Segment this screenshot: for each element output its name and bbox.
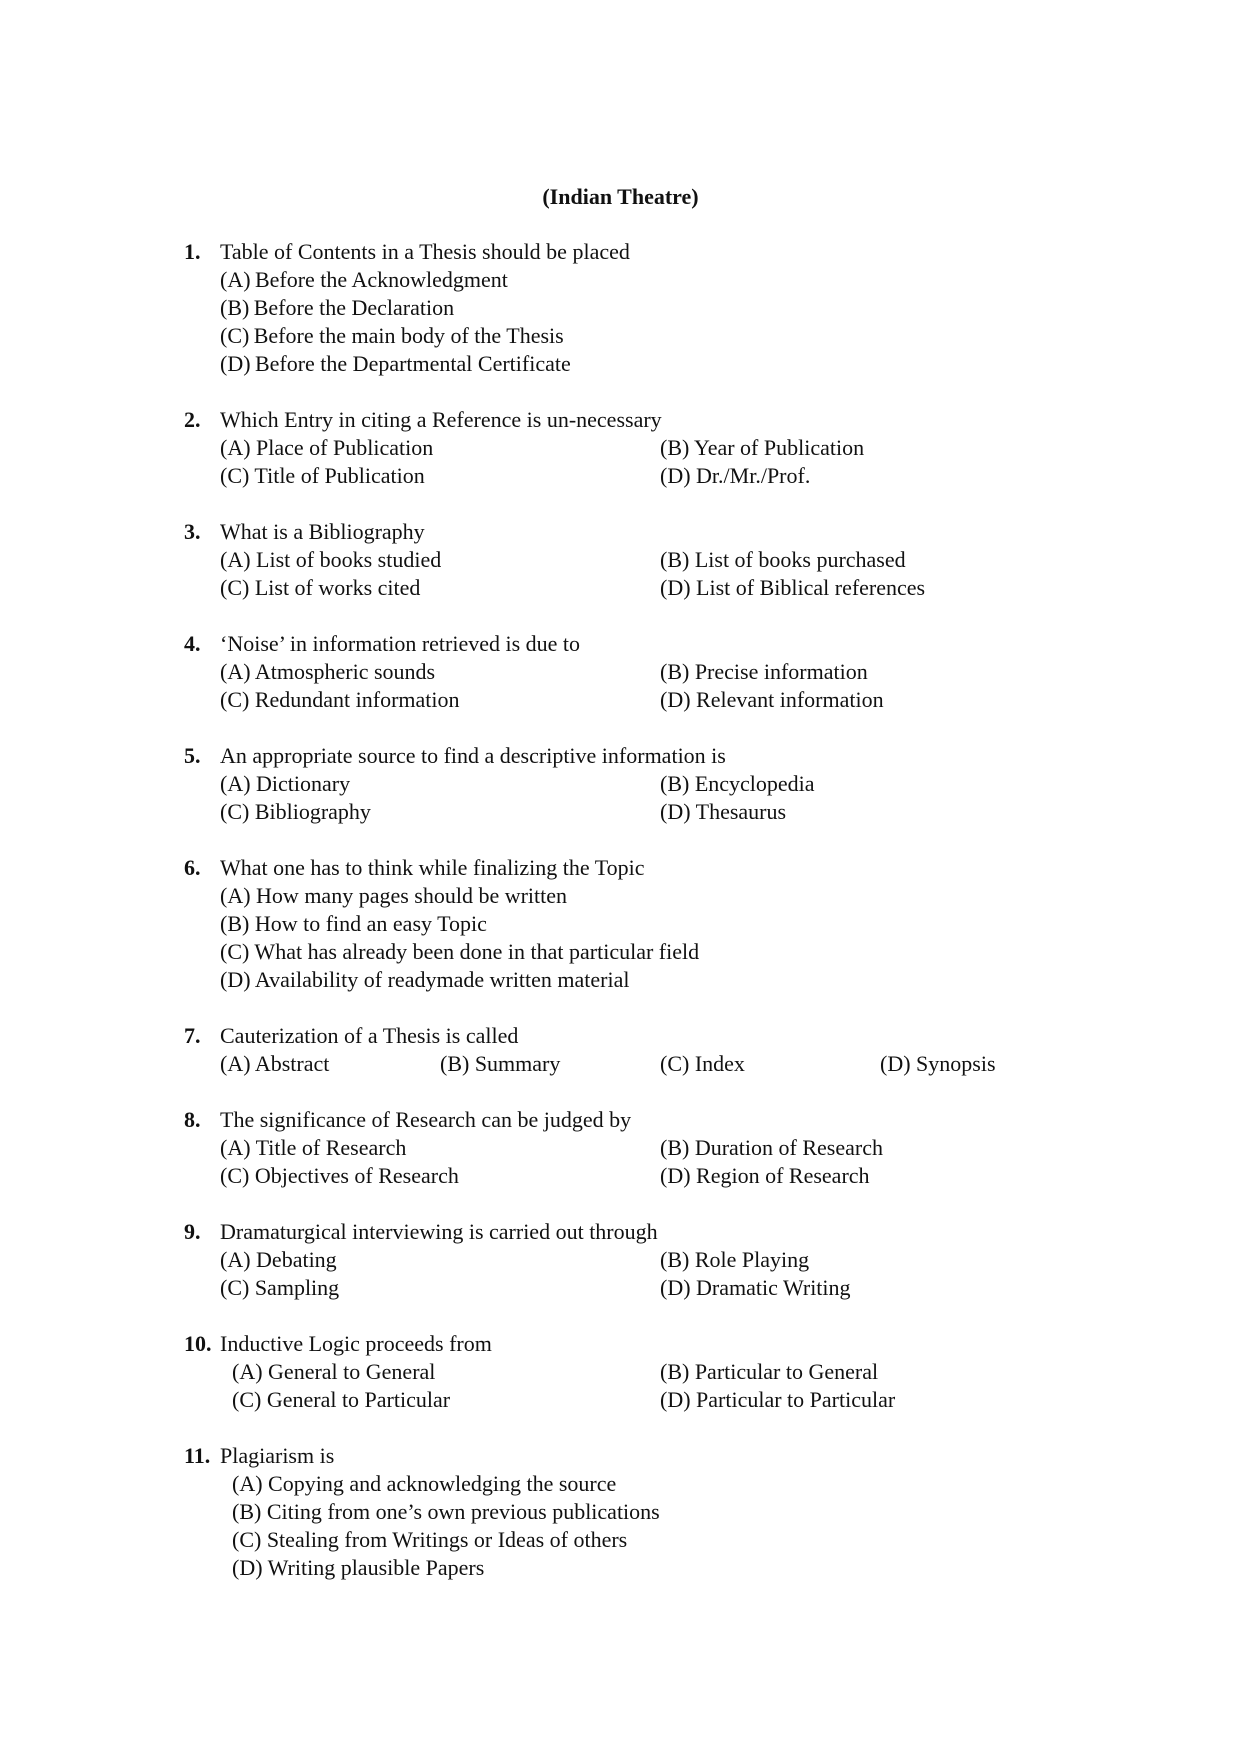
option-c: (C) Objectives of Research bbox=[220, 1163, 459, 1188]
option-c: (C) Redundant information bbox=[220, 687, 460, 712]
question-3 bbox=[184, 518, 926, 602]
option-a: (A) How many pages should be written bbox=[220, 883, 568, 908]
question-number: 4. bbox=[184, 631, 201, 656]
option-c: (C) Title of Publication bbox=[220, 463, 425, 488]
option-d: (D) Dr./Mr./Prof. bbox=[660, 463, 811, 488]
question-6 bbox=[184, 854, 700, 994]
option-d: (D) Availability of readymade written material bbox=[220, 967, 630, 992]
option-b: (B) Duration of Research bbox=[660, 1135, 883, 1160]
option-d: (D) Dramatic Writing bbox=[660, 1275, 851, 1300]
question-text: Plagiarism is bbox=[220, 1443, 335, 1468]
question-9 bbox=[184, 1218, 851, 1302]
option-a: (A) Title of Research bbox=[220, 1135, 407, 1160]
option-a: (A) List of books studied bbox=[220, 547, 442, 572]
question-text: What is a Bibliography bbox=[220, 519, 425, 544]
option-d: (D) Relevant information bbox=[660, 687, 884, 712]
question-number: 9. bbox=[184, 1219, 201, 1244]
question-text: Inductive Logic proceeds from bbox=[220, 1331, 492, 1356]
question-5 bbox=[184, 742, 815, 826]
option-c: (C) Index bbox=[660, 1051, 745, 1076]
option-b: (B) Encyclopedia bbox=[660, 771, 815, 796]
question-number: 7. bbox=[184, 1023, 201, 1048]
option-d: (D) Synopsis bbox=[880, 1051, 996, 1076]
question-4 bbox=[184, 630, 884, 714]
question-text: Which Entry in citing a Reference is un-necessary bbox=[220, 407, 662, 432]
option-c: (C) Before the main body of the Thesis bbox=[220, 323, 564, 348]
question-10 bbox=[184, 1330, 896, 1414]
option-d: (D) Before the Departmental Certificate bbox=[220, 351, 571, 376]
question-text: ‘Noise’ in information retrieved is due to bbox=[220, 631, 581, 656]
question-number: 2. bbox=[184, 407, 201, 432]
option-d: (D) List of Biblical references bbox=[660, 575, 926, 600]
option-b: (B) Citing from one’s own previous publications bbox=[232, 1499, 660, 1524]
question-11 bbox=[184, 1442, 660, 1582]
option-b: (B) Summary bbox=[440, 1051, 561, 1076]
option-b: (B) Precise information bbox=[660, 659, 868, 684]
option-d: (D) Region of Research bbox=[660, 1163, 870, 1188]
option-c: (C) Sampling bbox=[220, 1275, 340, 1300]
question-text: What one has to think while finalizing the Topic bbox=[220, 855, 645, 880]
option-a: (A) Abstract bbox=[220, 1051, 330, 1076]
option-a: (A) Dictionary bbox=[220, 771, 351, 796]
option-b: (B) Particular to General bbox=[660, 1359, 879, 1384]
question-8 bbox=[184, 1106, 883, 1190]
option-c: (C) Bibliography bbox=[220, 799, 371, 824]
question-number: 5. bbox=[184, 743, 201, 768]
option-b: (B) Year of Publication bbox=[660, 435, 865, 460]
question-number: 3. bbox=[184, 519, 201, 544]
question-2 bbox=[184, 406, 865, 490]
option-a: (A) Copying and acknowledging the source bbox=[232, 1471, 617, 1496]
question-text: The significance of Research can be judged by bbox=[220, 1107, 632, 1132]
question-text: Cauterization of a Thesis is called bbox=[220, 1023, 519, 1048]
question-number: 1. bbox=[184, 239, 201, 264]
option-a: (A) Before the Acknowledgment bbox=[220, 267, 508, 292]
option-c: (C) Stealing from Writings or Ideas of others bbox=[232, 1527, 628, 1552]
option-a: (A) General to General bbox=[232, 1359, 436, 1384]
option-b: (B) How to find an easy Topic bbox=[220, 911, 487, 936]
question-number: 6. bbox=[184, 855, 201, 880]
question-number: 10. bbox=[184, 1331, 212, 1356]
question-text: An appropriate source to find a descriptive information is bbox=[220, 743, 726, 768]
question-7 bbox=[184, 1022, 996, 1078]
option-c: (C) General to Particular bbox=[232, 1387, 451, 1412]
page-title: (Indian Theatre) bbox=[542, 184, 699, 209]
option-d: (D) Writing plausible Papers bbox=[232, 1555, 485, 1580]
option-d: (D) Particular to Particular bbox=[660, 1387, 896, 1412]
question-text: Dramaturgical interviewing is carried out through bbox=[220, 1219, 658, 1244]
option-d: (D) Thesaurus bbox=[660, 799, 787, 824]
question-text: Table of Contents in a Thesis should be placed bbox=[220, 239, 630, 264]
option-b: (B) Before the Declaration bbox=[220, 295, 455, 320]
question-number: 8. bbox=[184, 1107, 201, 1132]
option-c: (C) What has already been done in that particular field bbox=[220, 939, 700, 964]
option-c: (C) List of works cited bbox=[220, 575, 421, 600]
option-a: (A) Debating bbox=[220, 1247, 337, 1272]
question-number: 11. bbox=[184, 1443, 211, 1468]
option-a: (A) Place of Publication bbox=[220, 435, 434, 460]
option-a: (A) Atmospheric sounds bbox=[220, 659, 436, 684]
option-b: (B) List of books purchased bbox=[660, 547, 906, 572]
option-b: (B) Role Playing bbox=[660, 1247, 810, 1272]
question-1 bbox=[184, 238, 630, 378]
